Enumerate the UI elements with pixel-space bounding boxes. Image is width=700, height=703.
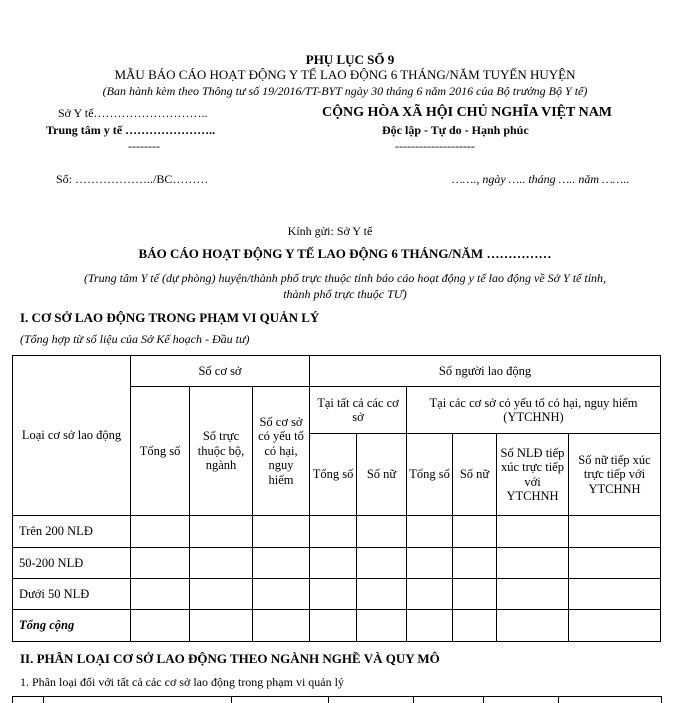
section2-item1: 1. Phân loại đối với tất cả các cơ sở lao động trong phạm vi quản lý bbox=[20, 675, 344, 689]
group-header-workers: Số người lao động bbox=[310, 356, 661, 387]
col-header-female-hazard-workers: Số nữ bbox=[453, 434, 497, 516]
report-note-line2: thành phố trực thuộc TƯ) bbox=[283, 287, 407, 301]
col-header-type: Loại cơ sở lao động bbox=[13, 356, 131, 516]
table-row bbox=[13, 516, 661, 548]
row-label: 50-200 NLĐ bbox=[13, 548, 131, 579]
col-header-female-workers: Số nữ bbox=[357, 434, 407, 516]
group-header-facilities: Số cơ sở bbox=[131, 356, 310, 387]
group-header-hazard-facilities: Tại các cơ sở có yếu tố có hại, nguy hiểm (YTCHNH) bbox=[407, 387, 661, 434]
appendix-title: PHỤ LỤC SỐ 9 bbox=[305, 52, 395, 67]
left-header-line2: Trung tâm y tế ………………….. bbox=[46, 123, 216, 137]
recipient: Kính gửi: Sở Y tế bbox=[287, 224, 373, 238]
motto: Độc lập - Tự do - Hạnh phúc bbox=[382, 123, 529, 137]
date-line: ……., ngày ….. tháng ….. năm …….. bbox=[452, 172, 630, 186]
section1-title: I. CƠ SỞ LAO ĐỘNG TRONG PHẠM VI QUẢN LÝ bbox=[20, 310, 320, 325]
row-label: Trên 200 NLĐ bbox=[13, 516, 131, 548]
section1-note: (Tổng hợp từ số liệu của Sở Kế hoạch - Đầu tư) bbox=[20, 332, 250, 346]
table-row-total bbox=[13, 610, 661, 642]
issued-note: (Ban hành kèm theo Thông tư số 19/2016/TT-BYT ngày 30 tháng 6 năm 2016 của Bộ trưởng Bộ Y tế) bbox=[102, 84, 588, 98]
country-title: CỘNG HÒA XÃ HỘI CHỦ NGHĨA VIỆT NAM bbox=[322, 105, 613, 120]
section2-title: II. PHÂN LOẠI CƠ SỞ LAO ĐỘNG THEO NGÀNH NGHỀ VÀ QUY MÔ bbox=[20, 651, 440, 666]
workplace-table bbox=[12, 355, 661, 642]
row-label: Dưới 50 NLĐ bbox=[13, 579, 131, 610]
table-row bbox=[13, 579, 661, 610]
right-header-divider: -------------------- bbox=[395, 139, 475, 153]
form-title: MẪU BÁO CÁO HOẠT ĐỘNG Y TẾ LAO ĐỘNG 6 THÁNG/NĂM TUYẾN HUYỆN bbox=[114, 67, 576, 82]
group-header-all-facilities: Tại tất cả các cơ sở bbox=[310, 387, 407, 434]
document-number: Số: ………………../BC……… bbox=[56, 172, 209, 186]
report-note-line1: (Trung tâm Y tế (dự phòng) huyện/thành phố trực thuộc tỉnh báo cáo hoạt động y tế lao động về Sở Y tế tỉnh, bbox=[83, 271, 607, 285]
left-header-line1: Sở Y tế……………………….. bbox=[58, 106, 208, 120]
col-header-exposed-workers: Số NLĐ tiếp xúc trực tiếp với YTCHNH bbox=[497, 434, 569, 516]
row-label-total: Tổng cộng bbox=[13, 610, 131, 642]
col-header-hazard-facilities: Số cơ sở có yếu tố có hại, nguy hiểm bbox=[253, 387, 310, 516]
col-header-total-workers: Tổng số bbox=[310, 434, 357, 516]
table-row bbox=[13, 548, 661, 579]
col-header-total-hazard-workers: Tổng số bbox=[407, 434, 453, 516]
col-header-ministry: Số trực thuộc bộ, ngành bbox=[190, 387, 253, 516]
left-header-divider: -------- bbox=[128, 139, 160, 153]
col-header-exposed-female: Số nữ tiếp xúc trực tiếp với YTCHNH bbox=[569, 434, 661, 516]
report-title: BÁO CÁO HOẠT ĐỘNG Y TẾ LAO ĐỘNG 6 THÁNG/NĂM …………… bbox=[138, 246, 552, 261]
col-header-total-facilities: Tổng số bbox=[131, 387, 190, 516]
